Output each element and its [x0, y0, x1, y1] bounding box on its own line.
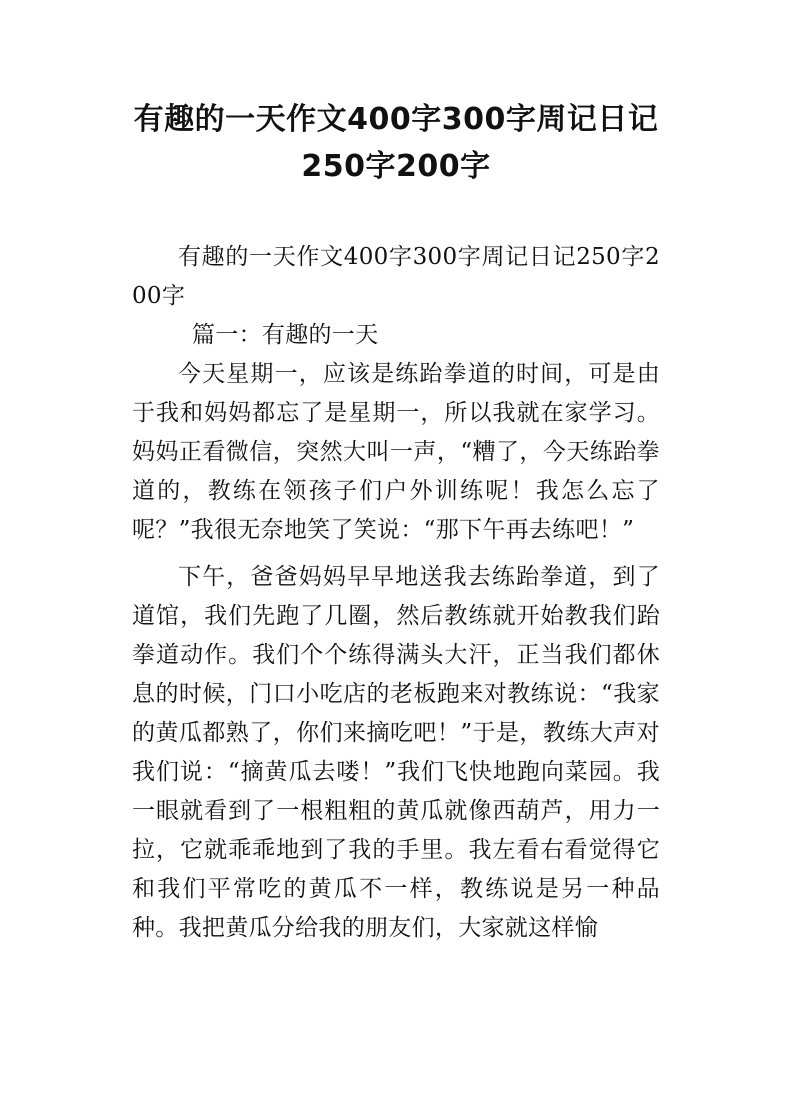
document-subtitle: 有趣的一天作文400字300字周记日记250字200字	[132, 244, 660, 309]
section-heading: 篇一：有趣的一天	[192, 322, 379, 348]
document-body	[132, 238, 660, 948]
document-title: 有趣的一天作文400字300字周记日记250字200字	[133, 102, 659, 184]
paragraph: 今天星期一，应该是练跆拳道的时间，可是由于我和妈妈都忘了是星期一，所以我就在家学习。妈妈正看微信，突然大叫一声，“糟了，今天练跆拳道的，教练在领孩子们户外训练呢！我怎么忘了呢？”我很无奈地笑了笑说：“那下午再去练吧！”	[132, 361, 660, 543]
paragraph: 下午，爸爸妈妈早早地送我去练跆拳道，到了道馆，我们先跑了几圈，然后教练就开始教我们跆拳道动作。我们个个练得满头大汗，正当我们都休息的时候，门口小吃店的老板跑来对教练说：“我家的黄瓜都熟了，你们来摘吃吧！”于是，教练大声对我们说：“摘黄瓜去喽！”我们飞快地跑向菜园。我一眼就看到了一根粗粗的黄瓜就像西葫芦，用力一拉，它就乖乖地到了我的手里。我左看右看觉得它和我们平常吃的黄瓜不一样，教练说是另一种品种。我把黄瓜分给我的朋友们，大家就这样愉	[132, 564, 660, 941]
